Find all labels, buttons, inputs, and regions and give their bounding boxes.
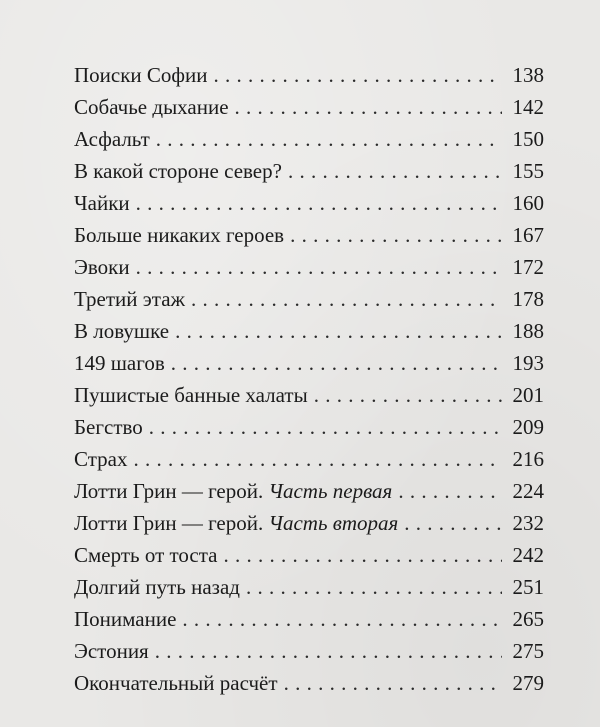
toc-entry-page: 155 xyxy=(512,159,544,183)
dot-leader xyxy=(136,251,502,283)
toc-entry xyxy=(74,251,544,283)
dot-leader xyxy=(284,667,502,699)
toc-entry-title-italic: Часть первая xyxy=(268,479,393,503)
dot-leader xyxy=(156,123,502,155)
toc-entry-title: Эвоки xyxy=(74,255,130,279)
dot-leader xyxy=(175,315,502,347)
toc-entry-page: 150 xyxy=(512,127,544,151)
toc-entry-page: 188 xyxy=(512,319,544,343)
dot-leader xyxy=(136,187,502,219)
toc-entry-title: В ловушке xyxy=(74,319,170,343)
toc-entry-title: Пушистые банные халаты xyxy=(74,383,308,407)
dot-leader xyxy=(398,475,502,507)
toc-entry xyxy=(74,667,544,699)
dot-leader xyxy=(133,443,502,475)
toc-entry-title: Асфальт xyxy=(74,127,150,151)
toc-entry-page: 216 xyxy=(512,447,544,471)
toc-entry-page: 167 xyxy=(512,223,544,247)
toc-entry xyxy=(74,603,544,635)
dot-leader xyxy=(290,219,502,251)
toc-entry xyxy=(74,59,544,91)
toc-entry-page: 279 xyxy=(512,671,544,695)
toc-entry-title: Поиски Софии xyxy=(74,63,208,87)
toc-entry-title-italic: Часть вторая xyxy=(268,511,399,535)
toc-entry-title: Смерть от тоста xyxy=(74,543,218,567)
dot-leader xyxy=(404,507,502,539)
toc-entry-page: 275 xyxy=(512,639,544,663)
toc-entry-title: Бегство xyxy=(74,415,143,439)
toc-entry xyxy=(74,411,544,443)
toc-entry-page: 160 xyxy=(512,191,544,215)
toc-entry-page: 224 xyxy=(512,479,544,503)
toc-entry xyxy=(74,347,544,379)
toc-entry-title: Понимание xyxy=(74,607,177,631)
dot-leader xyxy=(224,539,503,571)
toc-entry-page: 265 xyxy=(512,607,544,631)
toc-entry-title: Больше никаких героев xyxy=(74,223,285,247)
toc-entry xyxy=(74,187,544,219)
dot-leader xyxy=(171,347,502,379)
toc-entry xyxy=(74,91,544,123)
dot-leader xyxy=(235,91,502,123)
toc-entry xyxy=(74,155,544,187)
toc-entry xyxy=(74,539,544,571)
toc-entry xyxy=(74,443,544,475)
dot-leader xyxy=(182,603,502,635)
toc-entry xyxy=(74,475,544,507)
table-of-contents xyxy=(74,59,544,699)
toc-entry xyxy=(74,315,544,347)
toc-entry-title: Лотти Грин — герой. Часть вторая xyxy=(74,511,399,535)
toc-entry-title: Долгий путь назад xyxy=(74,575,240,599)
dot-leader xyxy=(191,283,502,315)
dot-leader xyxy=(314,379,502,411)
toc-entry xyxy=(74,379,544,411)
toc-entry-page: 138 xyxy=(512,63,544,87)
toc-entry-title: В какой стороне север? xyxy=(74,159,282,183)
toc-entry-title: Эстония xyxy=(74,639,149,663)
toc-entry-page: 242 xyxy=(512,543,544,567)
toc-entry xyxy=(74,635,544,667)
toc-entry xyxy=(74,507,544,539)
toc-entry-title: Лотти Грин — герой. Часть первая xyxy=(74,479,393,503)
toc-entry-page: 172 xyxy=(512,255,544,279)
dot-leader xyxy=(155,635,502,667)
toc-entry-title: 149 шагов xyxy=(74,351,165,375)
toc-entry-page: 201 xyxy=(512,383,544,407)
toc-entry-title: Окончательный расчёт xyxy=(74,671,278,695)
dot-leader xyxy=(288,155,502,187)
toc-entry-title: Чайки xyxy=(74,191,130,215)
toc-entry-page: 232 xyxy=(512,511,544,535)
dot-leader xyxy=(149,411,502,443)
dot-leader xyxy=(214,59,502,91)
toc-entry-page: 209 xyxy=(512,415,544,439)
toc-entry xyxy=(74,123,544,155)
dot-leader xyxy=(246,571,502,603)
toc-entry-page: 178 xyxy=(512,287,544,311)
toc-entry-title: Собачье дыхание xyxy=(74,95,229,119)
toc-entry xyxy=(74,571,544,603)
toc-entry xyxy=(74,283,544,315)
toc-entry-page: 142 xyxy=(512,95,544,119)
toc-entry-page: 251 xyxy=(512,575,544,599)
toc-entry-title: Страх xyxy=(74,447,128,471)
toc-entry xyxy=(74,219,544,251)
toc-entry-page: 193 xyxy=(512,351,544,375)
toc-entry-title: Третий этаж xyxy=(74,287,186,311)
